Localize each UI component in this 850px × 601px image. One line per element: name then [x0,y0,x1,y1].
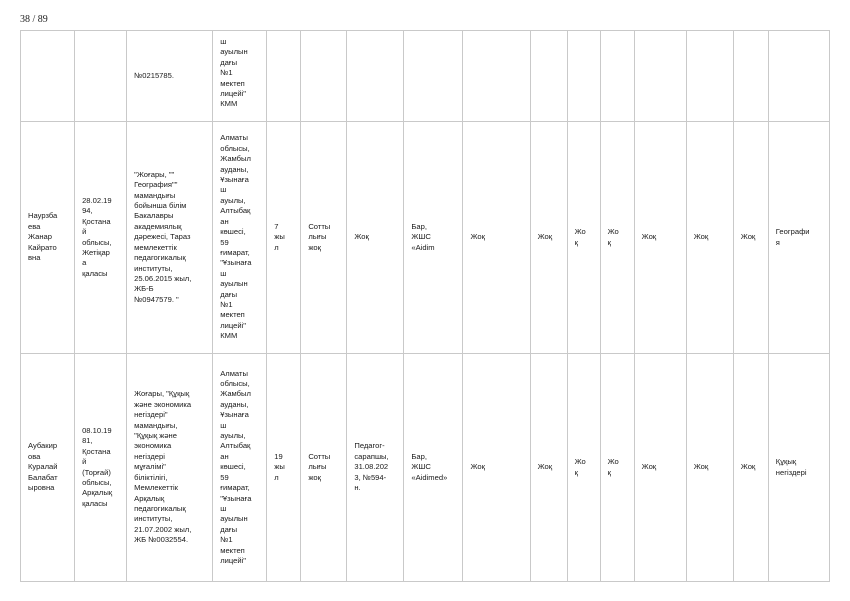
cell-name [21,31,75,122]
cell-experience [267,31,301,122]
cell-col15 [733,31,768,122]
cell-col13 [634,31,686,122]
cell-category: Жоқ [347,122,404,354]
cell-col11 [567,31,600,122]
cell-category: Педагог- сарапшы, 31.08.202 3, №594- н. [347,354,404,582]
cell-col11: Жо қ [567,354,600,582]
cell-col13: Жоқ [634,122,686,354]
cell-col11: Жо қ [567,122,600,354]
candidates-table [20,30,830,582]
cell-col15: Жоқ [733,354,768,582]
cell-col12: Жо қ [600,122,634,354]
cell-birth: 08.10.19 81, Қостана й (Торғай) облысы, Арқалық қаласы [75,354,127,582]
cell-birth [75,31,127,122]
cell-workplace: Бар, ЖШС «Aidimed» [404,354,463,582]
cell-subject: Географи я [768,122,829,354]
cell-experience: 19 жы л [267,354,301,582]
cell-col10 [530,31,567,122]
cell-name: Наурзба ева Жанар Кайрато вна [21,122,75,354]
cell-name: Аубакир ова Куралай Балабат ыровна [21,354,75,582]
cell-conviction: Сотты лығы жоқ [301,354,347,582]
cell-col9: Жоқ [463,354,530,582]
cell-address: Алматы облысы, Жамбыл ауданы, Ұзынаға ш ауылы, Алтыбақ ан көшесі, 59 ғимарат, "Ұзынаға ш ауылын дағы №1 мектеп лицейі" КММ [213,122,267,354]
cell-category [347,31,404,122]
cell-col14: Жоқ [686,354,733,582]
cell-workplace: Бар, ЖШС «Aidim [404,122,463,354]
cell-address: ш ауылын дағы №1 мектеп лицейі" КММ [213,31,267,122]
cell-education: Жоғары, "Құқық және экономика негіздері" мамандығы, "Құқық және экономика негіздері мұғалімі" біліктілігі, Мемлекеттік Арқалық педагогикалық институты, 21.07.2002 жыл, ЖБ №0032554. [127,354,213,582]
cell-col14: Жоқ [686,122,733,354]
cell-col9 [463,31,530,122]
cell-conviction: Сотты лығы жоқ [301,122,347,354]
cell-subject [768,31,829,122]
table-row [21,122,830,354]
cell-birth: 28.02.19 94, Қостана й облысы, Жетіқар а қаласы [75,122,127,354]
page-number: 38 / 89 [20,14,48,25]
cell-col13: Жоқ [634,354,686,582]
cell-experience: 7 жы л [267,122,301,354]
cell-col14 [686,31,733,122]
cell-col9: Жоқ [463,122,530,354]
cell-col10: Жоқ [530,122,567,354]
cell-education: №0215785. [127,31,213,122]
table-row [21,31,830,122]
cell-education: "Жоғары, "" География"" мамандығы бойынша білім Бакалавры академиялық дәрежесі, Тараз мемлекеттік педагогикалық институты, 25.06.2015 жыл, ЖБ-Б №0947579. " [127,122,213,354]
cell-address: Алматы облысы, Жамбыл ауданы, Ұзынаға ш ауылы, Алтыбақ ан көшесі, 59 ғимарат, "Ұзынаға ш ауылын дағы №1 мектеп лицейі" [213,354,267,582]
cell-workplace [404,31,463,122]
cell-col12: Жо қ [600,354,634,582]
cell-col12 [600,31,634,122]
cell-col15: Жоқ [733,122,768,354]
cell-conviction [301,31,347,122]
table-row [21,354,830,582]
cell-col10: Жоқ [530,354,567,582]
cell-subject: Құқық негіздері [768,354,829,582]
